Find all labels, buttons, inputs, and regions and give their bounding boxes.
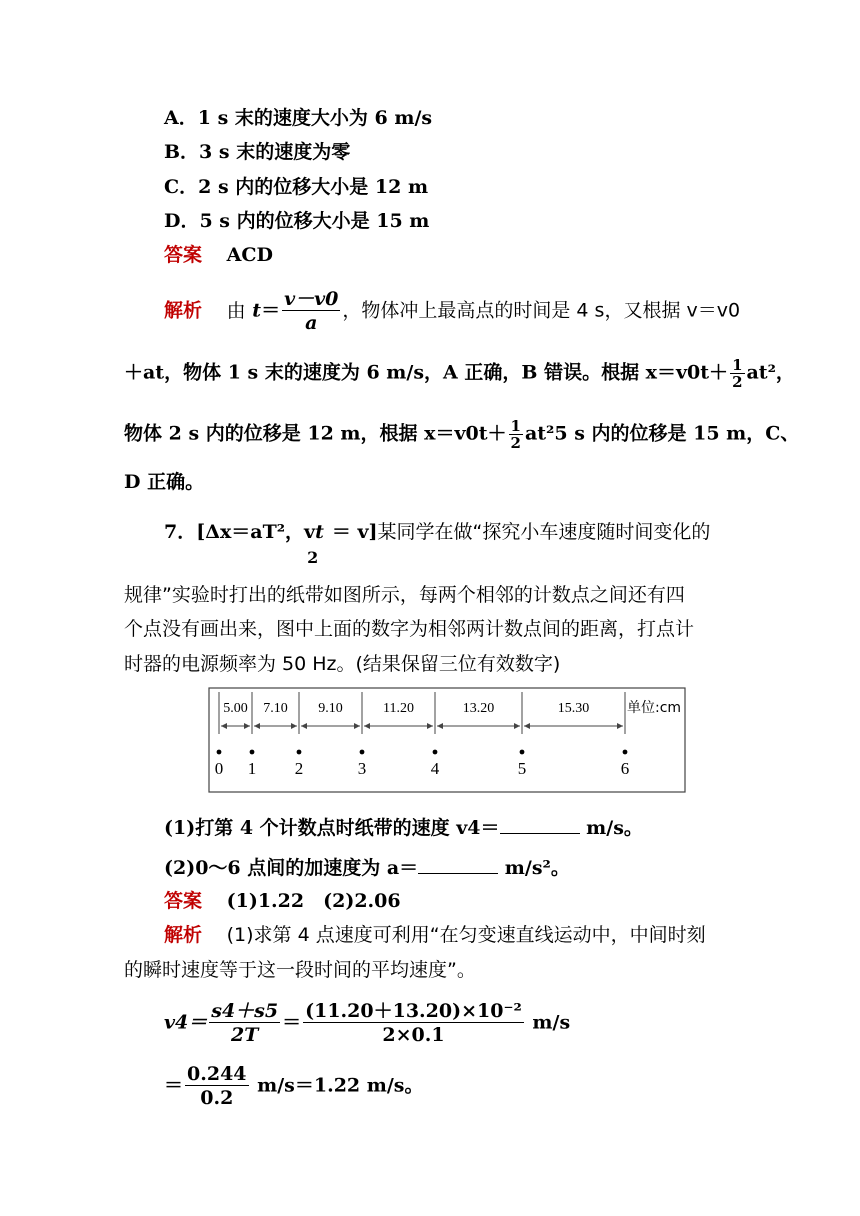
arrow-head: [617, 723, 623, 729]
unit-label: 单位:cm: [627, 700, 682, 716]
half-fraction: $\frac{1}{2}$: [510, 417, 521, 452]
q7-text-line-4: 时器的电源频率为 50 Hz。(结果保留三位有效数字): [124, 653, 561, 675]
analysis-label: 解析: [164, 299, 203, 322]
answer-label: 答案: [164, 244, 203, 266]
count-point: [623, 750, 628, 755]
distance-label: 7.10: [263, 701, 288, 716]
velocity-result: ＝ $\frac{0.244}{0.2}$ m/s＝1.22 m/s。: [164, 1063, 424, 1109]
point-label: 6: [620, 759, 630, 778]
arrow-head: [221, 723, 227, 729]
q7-analysis-line-1: 解析 (1)求第 4 点速度可利用“在匀变速直线运动中，中间时刻: [164, 924, 706, 946]
option-b: B．3 s 末的速度为零: [164, 141, 351, 163]
paper-tape-figure: [207, 686, 687, 794]
displacement-fraction: $\frac{s4+s5}{2T}$: [211, 1000, 279, 1046]
analysis-label: 解析: [164, 924, 203, 946]
q7-sub2: (2)0～6 点间的加速度为 a＝ m/s²。: [164, 857, 570, 879]
arrow-head: [244, 723, 250, 729]
q6-analysis-line-2: ＋at，物体 1 s 末的速度为 6 m/s，A 正确，B 错误。根据 x＝v0t＋ $\frac{1}{2}$ at²，: [124, 356, 795, 391]
count-point: [297, 750, 302, 755]
arrow-head: [524, 723, 530, 729]
arrow-head: [291, 723, 297, 729]
answer-label: 答案: [164, 890, 203, 912]
option-d: D．5 s 内的位移大小是 15 m: [164, 210, 430, 232]
option-a: A．1 s 末的速度大小为 6 m/s: [164, 107, 433, 129]
distance-label: 13.20: [462, 701, 495, 716]
arrow-head: [514, 723, 520, 729]
q7-text-line-3: 个点没有画出来，图中上面的数字为相邻两计数点间的距离，打点计: [124, 618, 695, 640]
distance-label: 11.20: [383, 701, 414, 716]
point-label: 4: [430, 759, 440, 778]
q7-sub1: (1)打第 4 个计数点时纸带的速度 v4＝ m/s。: [164, 817, 643, 839]
point-label: 1: [247, 759, 257, 778]
arrow-head: [354, 723, 360, 729]
q7-text-line-2: 规律”实验时打出的纸带如图所示，每两个相邻的计数点之间还有四: [124, 584, 685, 606]
count-point: [520, 750, 525, 755]
q7-answer-row: [164, 889, 401, 913]
q7-header: 7．[Δx＝aT²，vt 2 ＝ v]某同学在做“探究小车速度随时间变化的: [164, 521, 711, 567]
count-point: [217, 750, 222, 755]
arrow-head: [364, 723, 370, 729]
arrow-head: [437, 723, 443, 729]
point-label: 5: [517, 759, 527, 778]
point-label: 3: [357, 759, 367, 778]
arrow-head: [301, 723, 307, 729]
q6-analysis-line-1: 解析 由 t＝ $\frac{v-v0}{a}$ ，物体冲上最高点的时间是 4 s，又根据 v＝v0: [164, 288, 741, 334]
option-c: C．2 s 内的位移大小是 12 m: [164, 176, 429, 198]
point-label: 0: [214, 759, 224, 778]
answer-blank-2[interactable]: [418, 855, 498, 874]
count-point: [250, 750, 255, 755]
half-fraction: $\frac{1}{2}$: [732, 356, 743, 391]
distance-label: 5.00: [223, 701, 248, 716]
arrow-head: [427, 723, 433, 729]
numeric-fraction: $\frac{\text{(11.20＋13.20)×10⁻²}}{2\times 0.1}$: [305, 1000, 522, 1046]
count-point: [433, 750, 438, 755]
result-fraction: $\frac{0.244}{0.2}$: [187, 1063, 247, 1109]
answer-value: ACD: [226, 244, 273, 266]
q6-answer-row: [164, 243, 273, 267]
answer-value: (1)1.22 (2)2.06: [226, 890, 401, 912]
paper-tape-svg: [207, 686, 687, 794]
distance-label: 15.30: [557, 701, 590, 716]
answer-blank-1[interactable]: [500, 815, 580, 834]
q6-analysis-line-4: D 正确。: [124, 471, 205, 493]
arrow-head: [254, 723, 260, 729]
distance-label: 9.10: [318, 701, 343, 716]
q7-analysis-line-2: 的瞬时速度等于这一段时间的平均速度”。: [124, 959, 476, 981]
point-label: 2: [294, 759, 304, 778]
q6-analysis-line-3: 物体 2 s 内的位移是 12 m，根据 x＝v0t＋ $\frac{1}{2}$ at²5 s 内的位移是 15 m，C、: [124, 417, 800, 452]
velocity-fraction: $\frac{v-v0}{a}$: [284, 288, 339, 334]
count-point: [360, 750, 365, 755]
velocity-formula: v4＝ $\frac{s4+s5}{2T}$ ＝ $\frac{\text{(11.20＋13.20)×10⁻²}}{2\times 0.1}$ m/s: [164, 1000, 571, 1046]
